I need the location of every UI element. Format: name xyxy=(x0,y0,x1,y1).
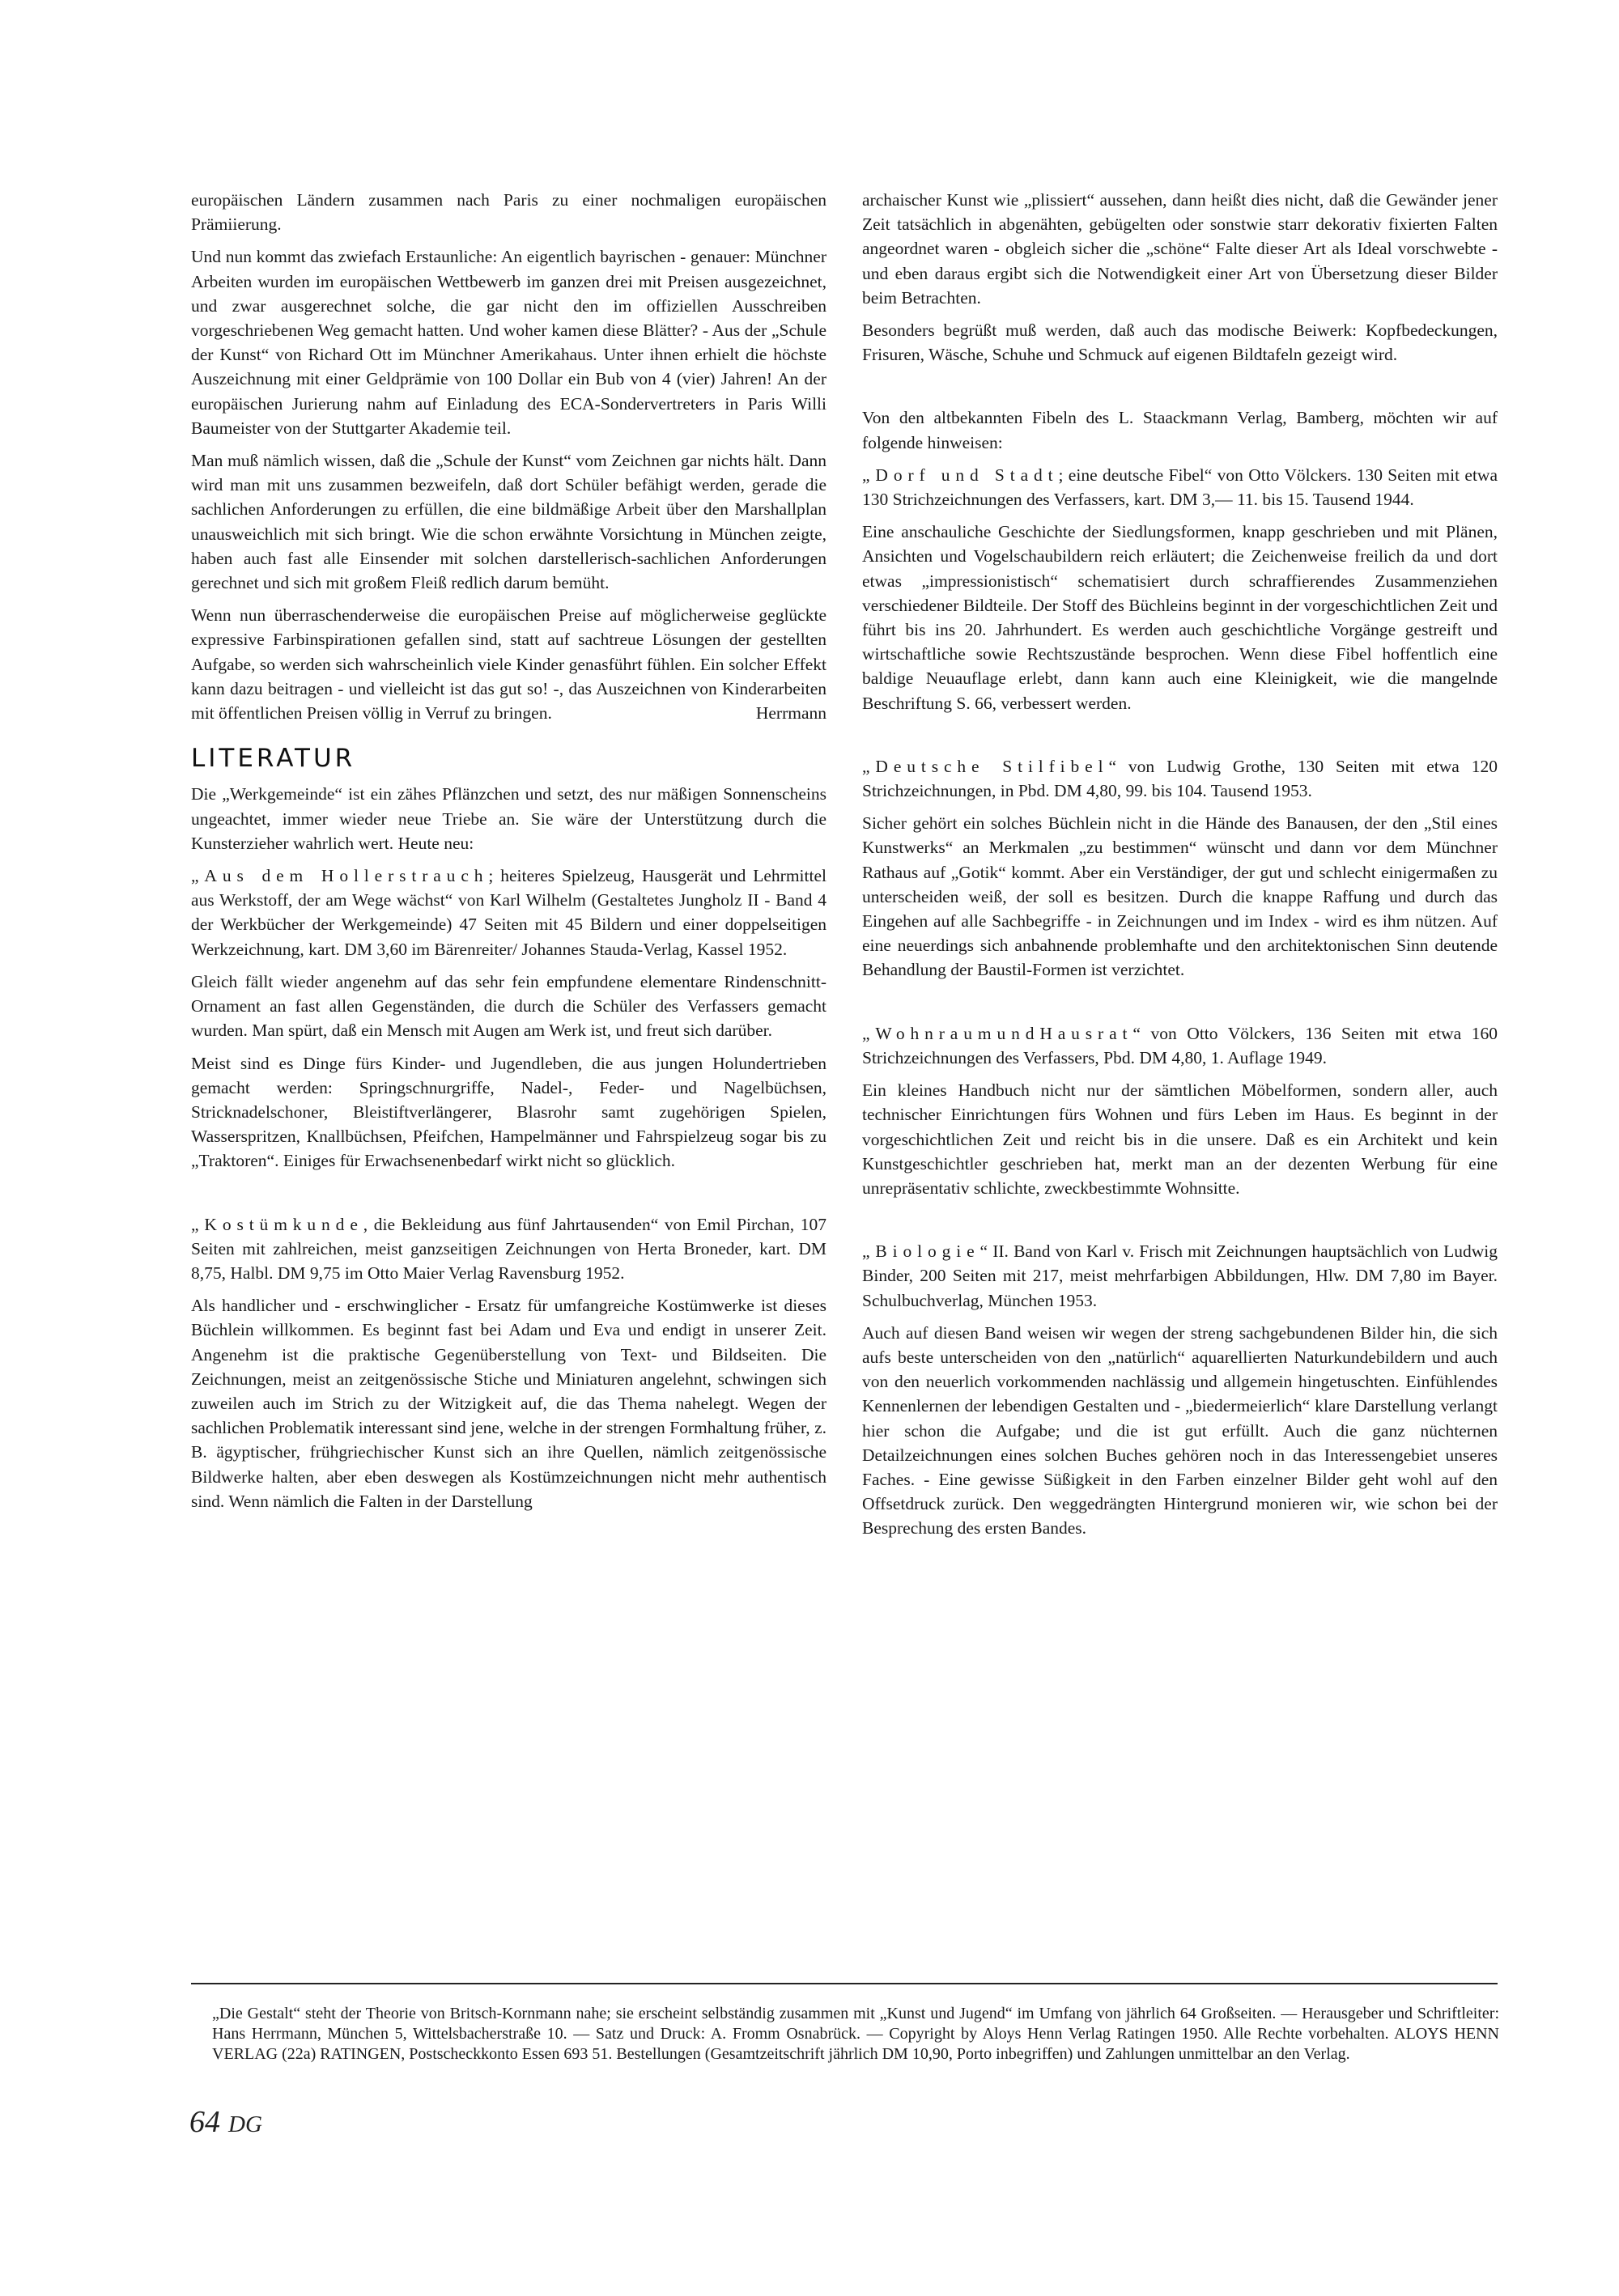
paragraph: Und nun kommt das zwiefach Erstaunliche: An eigentlich bayrischen - genauer: Münchner Arbeiten wurden im europäischen Wettbewerb im ganzen drei mit Preisen ausgezeichnet, und zwar ausgerechnet solche, die gar nicht den im offiziellen Ausschreiben vorgeschriebenen Weg gemacht hatten. Und woher kamen diese Blätter? - Aus der „Schule der Kunst“ von Richard Ott im Münchner Amerikahaus. Unter ihnen erhielt die höchste Auszeichnung mit einer Geldprämie von 100 Dollar ein Bub von 4 (vier) Jahren! An der europäischen Jurierung nahm auf Einladung des ECA-Sondervertreters in Paris Willi Baumeister von der Stuttgarter Akademie teil. xyxy=(191,247,826,438)
paragraph: Von den altbekannten Fibeln des L. Staackmann Verlag, Bamberg, möchten wir auf folgende hinweisen: xyxy=(862,408,1498,452)
spacer xyxy=(862,1208,1498,1239)
book-entry xyxy=(862,463,1498,511)
book-details: “ von Ludwig Grothe, 130 Seiten mit etwa 120 Strichzeichnungen, in Pbd. DM 4,80, 99. bis 104. Tausend 1953. xyxy=(862,756,1498,801)
book-review: Ein kleines Handbuch nicht nur der sämtlichen Möbelformen, sondern aller, auch technischer Einrichtungen fürs Wohnen und fürs Leben im Haus. Es beginnt in der vorgeschichtlichen Zeit und reicht bis in die unsere. Daß es ein Architekt und kein Kunstgeschichtler geschrieben hat, merkt man an der dezenten Werbung für eine unrepräsentativ schlichte, zweckbestimmte Wohnsitte. xyxy=(862,1080,1498,1198)
book-entry xyxy=(862,754,1498,803)
spacer xyxy=(862,991,1498,1021)
right-column xyxy=(862,188,1498,1549)
book-title: „WohnraumundHausrat xyxy=(862,1023,1133,1043)
book-title: „Kostümkunde xyxy=(191,1214,363,1234)
book-details: , die Bekleidung aus fünf Jahrtausenden“ von Emil Pirchan, 107 Seiten mit zahlreichen, meist ganzseitigen Zeichnungen von Herta Broneder, kart. DM 8,75, Halbl. DM 9,75 im Otto Maier Verlag Ravensburg 1952. xyxy=(191,1214,826,1283)
book-details: “ II. Band von Karl v. Frisch mit Zeichnungen hauptsächlich von Ludwig Binder, 200 Seiten mit 217, meist mehrfarbigen Abbildungen, Hlw. DM 7,80 im Bayer. Schulbuchverlag, München 1953. xyxy=(862,1241,1498,1310)
book-entry xyxy=(862,1239,1498,1313)
book-entry xyxy=(191,1212,826,1286)
book-title: „Biologie xyxy=(862,1241,980,1262)
paragraph-text: Wenn nun überraschenderweise die europäischen Preise auf möglicherweise geglückte expressive Farbinspirationen gefallen sind, statt auf sachtreue Lösungen der gestellten Aufgabe, so werden sich wahrscheinlich viele Kinder genasführt fühlen. Ein solcher Effekt kann dazu beitragen - und vielleicht ist das gut so! -, das Auszeichnen von Kinderarbeiten mit öffentlichen Preisen völlig in Verruf zu bringen. xyxy=(191,605,826,724)
left-column xyxy=(191,188,826,1521)
book-entry xyxy=(862,1021,1498,1070)
section-heading: LITERATUR xyxy=(191,744,356,774)
paragraph: Die „Werkgemeinde“ ist ein zähes Pflänzchen und setzt, des nur mäßigen Sonnenscheins ungeachtet, immer wieder neue Triebe an. Sie wäre der Unterstützung durch die Kunsterzieher wahrlich wert. Heute neu: xyxy=(191,784,826,853)
journal-abbreviation: DG xyxy=(228,2111,262,2137)
book-review: Gleich fällt wieder angenehm auf das sehr fein empfundene elementare Rindenschnitt-Ornament an fast allen Gegenständen, die durch die Schüler des Verfassers gemacht wurden. Man spürt, daß ein Mensch mit Augen am Werk ist, und freut sich darüber. xyxy=(191,971,826,1041)
paragraph: europäischen Ländern zusammen nach Paris zu einer nochmaligen europäischen Prämiierung. xyxy=(191,190,826,235)
paragraph: Besonders begrüßt muß werden, daß auch das modische Beiwerk: Kopfbedeckungen, Frisuren, Wäsche, Schuhe und Schmuck auf eigenen Bildtafeln gezeigt wird. xyxy=(862,320,1498,365)
book-review: Eine anschauliche Geschichte der Siedlungsformen, knapp geschrieben und mit Plänen, Ansichten und Vogelschaubildern reich erläutert; die Zeichenweise freilich da und dort etwas „impressionistisch“ schematisiert durch schraffierendes Zusammenziehen verschiedener Bildteile. Der Stoff des Büchleins beginnt in der vorgeschichtlichen Zeit und führt bis ins 20. Jahrhundert. Es werden auch geschichtliche Vorgänge gestreift und wirtschaftliche sowie Rechtszustände besprochen. Wenn diese Fibel hoffentlich eine baldige Neuauflage erlebt, dann kann auch eine Kleinigkeit, wie die mangelnde Beschriftung S. 66, verbessert werden. xyxy=(862,522,1498,713)
paragraph: archaischer Kunst wie „plissiert“ aussehen, dann heißt dies nicht, daß die Gewänder jener Zeit tatsächlich in abgenähten, gebügelten oder sonstwie starr dekorativ fixierten Falten angeordnet waren - obgleich sicher die „schöne“ Falte dieser Art als Ideal vorschwebte - und eben daraus ergibt sich die Notwendigkeit einer Art von Übersetzung dieser Bilder beim Betrachten. xyxy=(862,190,1498,308)
spacer xyxy=(862,375,1498,405)
paragraph: Man muß nämlich wissen, daß die „Schule der Kunst“ vom Zeichnen gar nichts hält. Dann wird man mit uns zusammen bezweifeln, daß dort Schüler befähigt werden, gerade die sachlichen Anforderungen zu erfüllen, die eine bildmäßige Arbeit über den Marshallplan unausweichlich mit sich bringt. Wie die schon erwähnte Vorsichtung in München zeigte, haben auch fast alle Einsender mit solchen darstellerisch-sachlichen Anforderungen gerechnet und sich mit großem Fleiß redlich darum bemüht. xyxy=(191,451,826,593)
spacer xyxy=(862,724,1498,754)
book-title: „Aus dem Hollerstrauch xyxy=(191,866,489,886)
book-details: ; heiteres Spielzeug, Hausgerät und Lehrmittel aus Werkstoff, der am Wege wächst“ von Karl Wilhelm (Gestaltetes Jungholz II - Band 4 der Werkbücher der Werkgemeinde) 47 Seiten mit 45 Bildern und einer doppelseitigen Werkzeichnung, kart. DM 3,60 im Bärenreiter/ Johannes Stauda-Verlag, Kassel 1952. xyxy=(191,866,826,959)
spacer xyxy=(191,1182,826,1212)
book-review: Auch auf diesen Band weisen wir wegen der streng sachgebundenen Bilder hin, die sich aufs beste unterscheiden von den „natürlich“ aquarellierten Naturkundebildern und auch von den neuerlich vorkommenden nachlässig und allgemein hingetuschten. Einfühlendes Kennenlernen der lebendigen Gestalten und - „biedermeierlich“ klare Darstellung verlangt hier schon die Aufgabe; und die ist gut erfüllt. Auch die ganz nüchternen Detailzeichnungen eines solchen Buches gehören noch in das Interessengebiet unseres Faches. - Eine gewisse Süßigkeit in den Farben einzelner Bilder geht wohl auf den Offsetdruck zurück. Den weggedrängten Hintergrund monieren wir, wie schon bei der Besprechung des ersten Bandes. xyxy=(862,1322,1498,1538)
book-entry xyxy=(191,864,826,961)
book-details: ; eine deutsche Fibel“ von Otto Völckers. 130 Seiten mit etwa 130 Strichzeichnungen des Verfassers, kart. DM 3,— 11. bis 15. Tausend 1944. xyxy=(862,465,1498,510)
book-title: „Deutsche Stilfibel xyxy=(862,756,1109,776)
book-title: „Dorf und Stadt xyxy=(862,465,1059,485)
book-details: “ von Otto Völckers, 136 Seiten mit etwa 160 Strichzeichnungen des Verfassers, Pbd. DM 4,80, 1. Auflage 1949. xyxy=(862,1023,1498,1067)
book-review: Sicher gehört ein solches Büchlein nicht in die Hände des Banausen, der den „Stil eines Kunstwerks“ an Merkmalen „zu bestimmen“ wünscht und dann vor dem Münchner Rathaus auf „Gotik“ kommt. Aber ein Verständiger, der gut und schlecht einigermaßen zu unterscheiden weiß, der soll es besitzen. Durch die knappe Raffung und durch das Eingehen auf alle Sachbegriffe - in Zeichnungen und im Index - wird es ihm nützen. Auf eine neuerdings sich anbahnende problemhafte und den architektonischen Sinn deutende Behandlung der Baustil-Formen ist verzichtet. xyxy=(862,813,1498,980)
page-number xyxy=(189,2104,262,2140)
footer-divider xyxy=(191,1983,1498,1984)
author-signature: Herrmann xyxy=(755,703,826,724)
book-review: Meist sind es Dinge fürs Kinder- und Jugendleben, die aus jungen Holundertrieben gemacht werden: Springschnurgriffe, Nadel-, Feder- und Nagelbüchsen, Stricknadelschoner, Bleistiftverlängerer, Blasrohr samt zugehörigen Spielen, Wasserspritzen, Knallbüchsen, Pfeifchen, Hampelmänner und Fahrspielzeug sogar bis zu „Traktoren“. Einiges für Erwachsenenbedarf wirkt nicht so glücklich. xyxy=(191,1053,826,1171)
page-number-value: 64 xyxy=(189,2105,220,2139)
book-review: Als handlicher und - erschwinglicher - Ersatz für umfangreiche Kostümwerke ist dieses Büchlein willkommen. Es beginnt fast bei Adam und Eva und endigt in unserer Zeit. Angenehm ist die praktische Gegenüberstellung von Text- und Bildseiten. Die Zeichnungen, meist an zeitgenössische Stiche und Miniaturen angelehnt, schwingen sich zuweilen auch im Strich zu der Witzigkeit auf, die das Thema nahelegt. Wegen der sachlichen Problematik interessant sind jene, welche in der strengen Formhaltung früher, z. B. ägyptischer, frühgriechischer Kunst sich an ihre Quellen, nämlich zeitgenössische Bildwerke halten, aber eben deswegen als Kostümzeichnungen nicht mehr authentisch sind. Wenn nämlich die Falten in der Darstellung xyxy=(191,1296,826,1511)
paragraph xyxy=(191,603,826,725)
imprint-footer: „Die Gestalt“ steht der Theorie von Britsch-Kornmann nahe; sie erscheint selbständig zusammen mit „Kunst und Jugend“ im Umfang von jährlich 64 Großseiten. — Herausgeber und Schriftleiter: Hans Herrmann, München 5, Wittelsbacherstraße 10. — Satz und Druck: A. Fromm Osnabrück. — Copyright by Aloys Henn Verlag Ratingen 1950. Alle Rechte vorbehalten. ALOYS HENN VERLAG (22a) RATINGEN, Postscheckkonto Essen 693 51. Bestellungen (Gesamtzeitschrift jährlich DM 10,90, Porto inbegriffen) und Zahlungen unmittelbar an den Verlag. xyxy=(212,2005,1499,2063)
